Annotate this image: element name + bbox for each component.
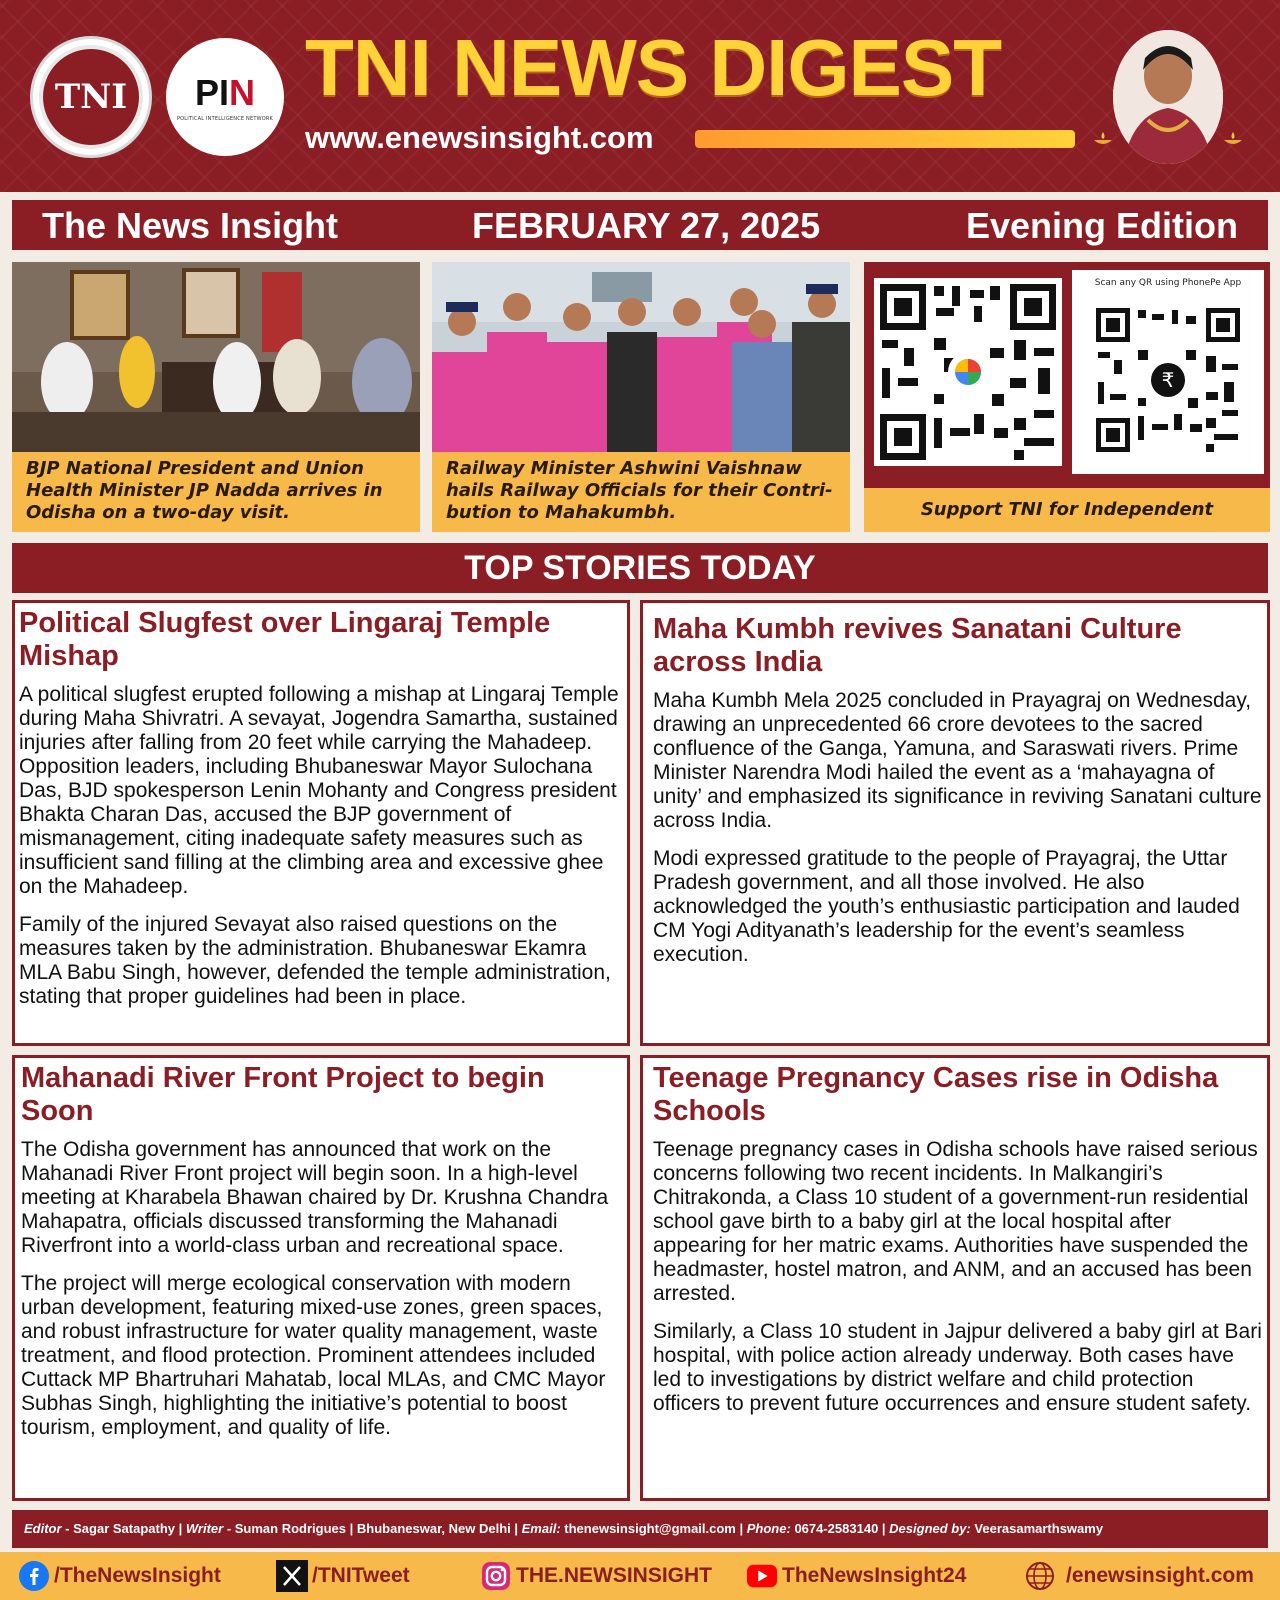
photo-caption: Railway Minister Ashwini Vaishnaw hails Railway Officials for their Contri-bution to Mahakumbh. <box>446 458 833 523</box>
edition-name: Evening Edition <box>965 205 1238 246</box>
diya-icon <box>1222 132 1244 146</box>
story-paragraph: Family of the injured Sevayat also raised questions on the measures taken by the administration. Bhubaneswar Ekamra MLA Babu Singh, however, defended the temple administration, stating that proper guidelines had been in place. <box>19 913 611 1008</box>
editor-name: Sagar Satapathy <box>73 1521 175 1536</box>
page-title: TNI NEWS DIGEST <box>305 23 1002 112</box>
photo-card-vaishnaw <box>432 262 850 532</box>
designer-name: Veerasamarthswamy <box>974 1521 1104 1536</box>
tni-logo-text: TNI <box>54 77 128 117</box>
social-handle: THE.NEWSINSIGHT <box>516 1564 713 1587</box>
pin-logo-accent: N <box>229 72 255 113</box>
youtube-icon <box>746 1560 778 1592</box>
svg-text:₹: ₹ <box>1161 368 1175 392</box>
social-handle: /TheNewsInsight <box>54 1564 221 1587</box>
story-headline: Teenage Pregnancy Cases rise in Odisha Schools <box>653 1062 1219 1127</box>
credits-bar: Editor - Sagar Satapathy | Writer - Suman Rodrigues | Bhubaneswar, New Delhi | Email: thenewsinsight@gmail.com | Phone: 0674-2583140 | Designed by: Veerasamarthswamy <box>12 1510 1268 1548</box>
portrait-photo <box>1113 30 1223 164</box>
social-handle: TheNewsInsight24 <box>782 1564 967 1587</box>
writer-name: Suman Rodrigues <box>234 1521 347 1536</box>
email-address[interactable]: thenewsinsight@gmail.com <box>564 1521 736 1536</box>
globe-icon <box>1024 1560 1056 1592</box>
story-headline: Maha Kumbh revives Sanatani Culture across India <box>653 613 1182 678</box>
story-mahanadi <box>12 1055 630 1501</box>
story-maha-kumbh <box>640 600 1270 1046</box>
writer-label: Writer <box>185 1521 224 1536</box>
url-underline-bar <box>695 130 1075 148</box>
social-youtube[interactable] <box>746 1560 966 1592</box>
story-paragraph: The Odisha government has announced that work on the Mahanadi River Front project will begin soon. In a high-level meeting at Kharabela Bhawan chaired by Dr. Krushna Chandra Mahapatra, officials discussed transforming the Mahanadi Riverfront into a world-class urban and recreational space. <box>21 1138 609 1257</box>
social-website[interactable] <box>1024 1560 1254 1592</box>
photo-nadda-meeting <box>12 262 420 452</box>
masthead <box>0 0 1280 192</box>
phone-label: Phone: <box>746 1521 791 1536</box>
phone-number[interactable]: 0674-2583140 <box>794 1521 879 1536</box>
story-paragraph: Similarly, a Class 10 student in Jajpur delivered a baby girl at Bari hospital, with police action already underway. Both cases have led to investigations by district welfare and child protection officers to prevent future occurrences and ensure student safety. <box>653 1320 1262 1415</box>
pin-logo-main: PI <box>194 72 229 113</box>
story-lingaraj <box>12 600 630 1046</box>
story-paragraph: Modi expressed gratitude to the people of Prayagraj, the Uttar Pradesh government, and all those involved. He also acknowledged the youth’s enthusiastic participation and lauded CM Yogi Adityanath’s leadership for the event’s seamless execution. <box>653 847 1240 966</box>
brand-name: The News Insight <box>42 205 339 246</box>
location: Bhubaneswar, New Delhi <box>356 1521 511 1536</box>
photo-card-nadda <box>12 262 420 532</box>
edition-bar <box>12 200 1268 250</box>
section-title: TOP STORIES TODAY <box>12 543 1268 593</box>
social-bar <box>0 1552 1280 1600</box>
editor-label: Editor <box>24 1521 62 1536</box>
social-x[interactable] <box>276 1560 410 1592</box>
social-handle: /enewsinsight.com <box>1066 1564 1254 1587</box>
email-label: Email: <box>521 1521 561 1536</box>
support-tagline: Support TNI for Independent <box>864 488 1270 532</box>
donate-qr-card <box>864 262 1270 532</box>
site-url[interactable]: www.enewsinsight.com <box>305 120 654 155</box>
pin-logo <box>166 38 284 156</box>
story-headline: Mahanadi River Front Project to begin Soon <box>21 1062 545 1127</box>
photo-caption: BJP National President and Union Health Minister JP Nadda arrives in Odisha on a two-day visit. <box>26 458 383 523</box>
social-instagram[interactable] <box>480 1560 712 1592</box>
gpay-qr-code[interactable] <box>874 278 1062 466</box>
pin-logo-subtitle: POLITICAL INTELLIGENCE NETWORK <box>176 116 274 122</box>
edition-date: FEBRUARY 27, 2025 <box>472 205 821 246</box>
story-headline: Political Slugfest over Lingaraj Temple Mishap <box>19 607 551 672</box>
social-handle: /TNITweet <box>312 1564 410 1587</box>
diya-icon <box>1092 132 1114 146</box>
story-paragraph: A political slugfest erupted following a mishap at Lingaraj Temple during Maha Shivratri. A sevayat, Jogendra Samartha, sustained injuries after falling from 20 feet while carrying the Mahadeep. Opposition leaders, including Bhubaneswar Mayor Sulochana Das, BJD spokesperson Lenin Mohanty and Congress president Bhakta Charan Das, accused the BJP government of mismanagement, citing inadequate safety measures such as insufficient sand filling at the climbing area and excessive ghee on the Mahadeep. <box>19 683 619 898</box>
story-paragraph: Maha Kumbh Mela 2025 concluded in Prayagraj on Wednesday, drawing an unprecedented 66 crore devotees to the sacred confluence of the Ganga, Yamuna, and Saraswati rivers. Prime Minister Narendra Modi hailed the event as a ‘mahayagna of unity’ and emphasized its significance in reviving Sanatani culture across India. <box>653 689 1262 832</box>
x-icon <box>276 1560 308 1592</box>
phonepe-qr-code[interactable] <box>1072 270 1264 474</box>
social-facebook[interactable] <box>18 1560 221 1592</box>
instagram-icon <box>480 1560 512 1592</box>
story-paragraph: Teenage pregnancy cases in Odisha schools have raised serious concerns following two recent incidents. In Malkangiri’s Chitrakonda, a Class 10 student of a government-run residential school gave birth to a baby girl at the local hospital after appearing for her matric exams. Authorities have suspended the headmaster, hostel matron, and ANM, and an accused has been arrested. <box>653 1138 1258 1305</box>
story-paragraph: The project will merge ecological conservation with modern urban development, featuring mixed-use zones, green spaces, and robust infrastructure for water quality management, waste treatment, and flood protection. Prominent attendees included Cuttack MP Bhartruhari Mahatab, local MLAs, and CMC Mayor Subhas Singh, highlighting the initiative’s potential to boost tourism, employment, and quality of life. <box>21 1272 606 1439</box>
photo-railway-officials <box>432 262 850 452</box>
facebook-icon <box>18 1560 50 1592</box>
phonepe-qr-label: Scan any QR using PhonePe App <box>1094 278 1242 288</box>
tni-logo <box>30 36 152 158</box>
story-teenage-pregnancy <box>640 1055 1270 1501</box>
designed-by-label: Designed by: <box>889 1521 971 1536</box>
